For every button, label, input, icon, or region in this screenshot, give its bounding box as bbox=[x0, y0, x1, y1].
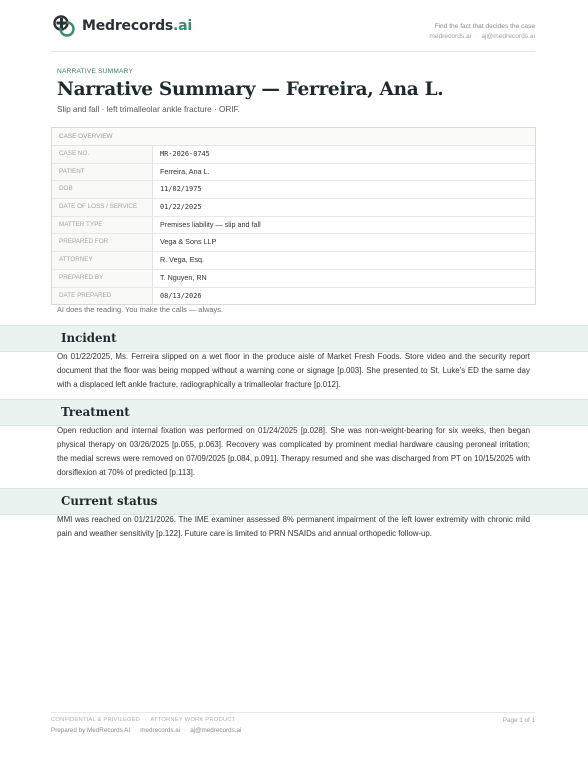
overview-label: PREPARED FOR bbox=[52, 234, 153, 251]
brand-name: Medrecords.ai bbox=[82, 18, 192, 34]
overview-value: MR-2026-0745 bbox=[153, 146, 535, 163]
section-header-current-status bbox=[0, 488, 588, 515]
footer-website-link[interactable]: medrecords.ai bbox=[140, 727, 181, 734]
overview-row-matter-type bbox=[52, 217, 535, 235]
overview-row-prepared-for bbox=[52, 234, 535, 252]
overview-value: 11/02/1975 bbox=[153, 181, 535, 198]
footer-work-product-label: ATTORNEY WORK PRODUCT bbox=[150, 717, 236, 723]
overview-value: Ferreira, Ana L. bbox=[153, 164, 535, 181]
section-body-current-status: MMI was reached on 01/21/2026. The IME examiner assessed 8% permanent impairment of the left lower extremity with chronic mild pain and weather sensitivity [p.122]. Future care is limited to PRN NSAIDs and annual orthopedic follow-up. bbox=[57, 515, 530, 538]
footer-page-number: Page 1 of 1 bbox=[502, 717, 535, 724]
overview-label: DATE OF LOSS / SERVICE bbox=[52, 199, 153, 216]
overview-row-date-prepared bbox=[52, 288, 535, 305]
overview-value: T. Nguyen, RN bbox=[153, 270, 535, 287]
overview-label: CASE NO. bbox=[52, 146, 153, 163]
section-body-incident: On 01/22/2025, Ms. Ferreira slipped on a wet floor in the produce aisle of Market Fresh Foods. Store video and the security report document that the floor was being mopped without a warning cone or signage [p.003]. She presented to St. Luke's ED the same day with a displaced left ankle fracture, radiographically a trimalleolar fracture [p.012]. bbox=[57, 352, 530, 389]
overview-row-date-of-loss bbox=[52, 199, 535, 217]
overview-value: 08/13/2026 bbox=[153, 288, 535, 305]
section-title: Treatment bbox=[61, 405, 130, 419]
footer-prepared-by: Prepared by MedRecords AI · medrecords.ai · aj@medrecords.ai bbox=[51, 727, 242, 734]
header-contact: medrecords.ai · aj@medrecords.ai bbox=[429, 33, 535, 40]
overview-label: DOB bbox=[52, 181, 153, 198]
medrecords-logo-icon bbox=[51, 13, 77, 39]
header-website-link[interactable]: medrecords.ai bbox=[429, 33, 472, 40]
footer-email-link[interactable]: aj@medrecords.ai bbox=[190, 727, 242, 734]
brand-tagline: Find the fact that decides the case bbox=[434, 23, 535, 30]
footer-prepared-by-label: Prepared by MedRecords AI bbox=[51, 727, 131, 734]
overview-value: 01/22/2025 bbox=[153, 199, 535, 216]
overview-value: R. Vega, Esq. bbox=[153, 252, 535, 269]
document-eyebrow: NARRATIVE SUMMARY bbox=[57, 68, 134, 75]
section-body-treatment: Open reduction and internal fixation was performed on 01/24/2025 [p.028]. She was non-weight-bearing for six weeks, then began physical therapy on 03/26/2025 [p.055, p.063]. Recovery was complicated by prominent medial hardware causing peroneal irritation; the medial screws were removed on 07/09/2025 [p.084, p.091]. Therapy resumed and she was discharged from PT on 10/15/2025 with dorsiflexion at 70% of predicted [p.113]. bbox=[57, 426, 530, 477]
ai-disclaimer: AI does the reading. You make the calls — always. bbox=[57, 305, 223, 314]
page-footer bbox=[51, 712, 535, 734]
overview-row-attorney bbox=[52, 252, 535, 270]
footer-confidentiality: CONFIDENTIAL & PRIVILEGED · ATTORNEY WORK PRODUCT bbox=[51, 717, 236, 723]
overview-label: PREPARED BY bbox=[52, 270, 153, 287]
overview-label: PATIENT bbox=[52, 164, 153, 181]
document-title: Narrative Summary — Ferreira, Ana L. bbox=[57, 79, 444, 100]
overview-label: MATTER TYPE bbox=[52, 217, 153, 234]
brand-logo bbox=[51, 13, 192, 39]
document-subtitle: Slip and fall · left trimalleolar ankle fracture · ORIF. bbox=[57, 105, 240, 114]
overview-label: ATTORNEY bbox=[52, 252, 153, 269]
footer-confidential-label: CONFIDENTIAL & PRIVILEGED bbox=[51, 717, 141, 723]
case-overview-table bbox=[51, 127, 536, 305]
overview-row-dob bbox=[52, 181, 535, 199]
header-email-link[interactable]: aj@medrecords.ai bbox=[481, 33, 535, 40]
overview-row-patient bbox=[52, 164, 535, 182]
section-title: Incident bbox=[61, 331, 117, 345]
section-header-incident bbox=[0, 325, 588, 352]
overview-label: DATE PREPARED bbox=[52, 288, 153, 305]
section-header-treatment bbox=[0, 399, 588, 426]
case-overview-heading: CASE OVERVIEW bbox=[52, 128, 535, 146]
overview-value: Vega & Sons LLP bbox=[153, 234, 535, 251]
overview-row-prepared-by bbox=[52, 270, 535, 288]
overview-row-case-no bbox=[52, 146, 535, 164]
overview-value: Premises liability — slip and fall bbox=[153, 217, 535, 234]
page-header bbox=[51, 11, 535, 52]
section-title: Current status bbox=[61, 494, 158, 508]
